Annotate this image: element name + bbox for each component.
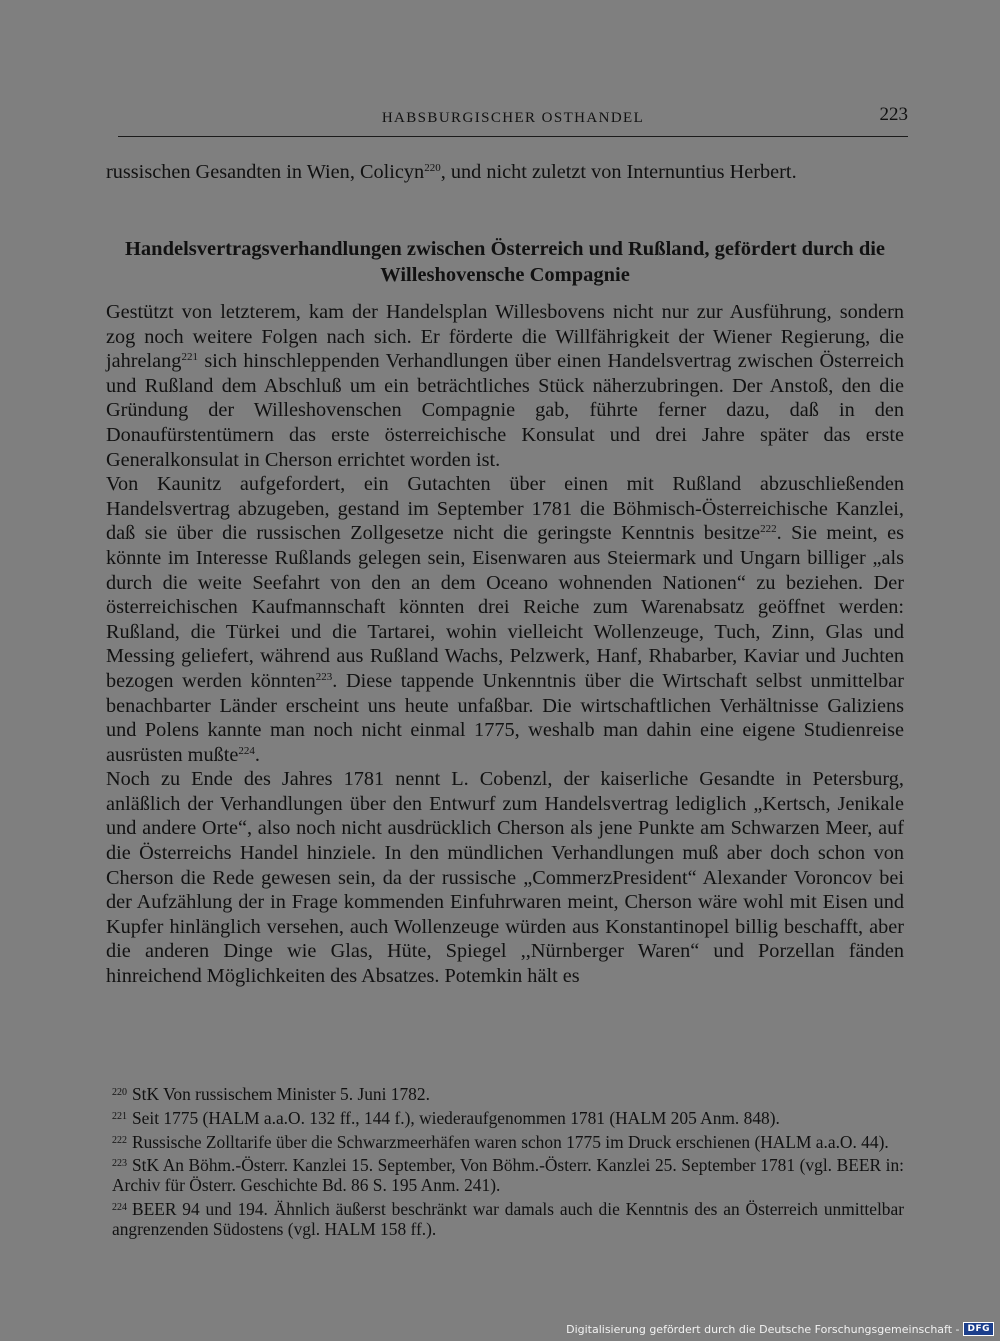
body-paragraph [106,472,904,767]
main-text [106,300,904,989]
footnote-ref: 222 [760,523,777,536]
body-paragraph [106,767,904,988]
paragraph-text: Noch zu Ende des Jahres 1781 nennt L. Cobenzl, der kaiserliche Gesandte in Petersburg, anläßlich der Verhandlungen über den Entwurf zum Handelsvertrag lediglich „Kertsch, Jenikale und andere Orte“, also noch nicht ausdrücklich Cherson als jene Punkte am Schwarzen Meer, auf die Österreichs Handel hinziele. In den mündlichen Verhandlungen muß aber doch schon von Cherson die Rede gewesen sein, da der russische „CommerzPresident“ Alexander Voroncov bei der Aufzählung der in Frage kommenden Einfuhrwaren meint, Cherson wäre wohl mit Eisen und Kupfer hinlänglich versehen, auch Wollenzeuge würden aus Konstantinopel billig beschafft, aber die anderen Dinge wie Glas, Hüte, Spiegel ,,Nürnberger Waren“ und Porzellan fänden hinreichend Möglichkeiten des Absatzes. Potemkin hält es [106,768,904,988]
intro-text: russischen Gesandten in Wien, Colicyn [106,161,425,183]
footnote-ref: 223 [315,670,333,683]
paragraph-text: . Sie meint, es könnte im Interesse Rußlands gelegen sein, Eisenwaren aus Steiermark und Ungarn billiger „als durch die weite Seefahrt von den an dem Oceano wohnenden Nationen“ zu beziehen. Der österreichischen Kaufmannschaft könnten drei Reiche zum Warenabsatz geöffnet werden: Rußland, die Türkei und die Tartarei, wohin vielleicht Wollenzeuge, Tuch, Zinn, Glas und Messing geliefert, während aus Rußland Wachs, Pelzwerk, Hanf, Rhabarber, Kaviar und Juchten bezogen werden könnten [106,522,904,692]
footnote-ref: 220 [424,162,441,174]
paragraph-text: . Diese tappende Unkenntnis über die Wirtschaft selbst unmittelbar benachbarter Länder erscheint uns heute unfaßbar. Die wirtschaftlichen Verhältnisse Galiziens und Polens kannte man noch nicht einmal 1775, weshalb man dahin eine eigene Studienreise ausrüsten mußte [106,669,904,766]
running-title: HABSBURGISCHER OSTHANDEL [381,110,645,126]
footnote-number: 224 [112,1201,127,1213]
paragraph-text: Gestützt von letzterem, kam der Handelsplan Willesbovens nicht nur zur Ausführung, sondern zog noch weitere Folgen nach sich. Er förderte die Willfährigkeit der Wiener Regierung, die jahrelang [106,301,904,373]
paragraph-text: Von Kaunitz aufgefordert, ein Gutachten über einen mit Rußland abzuschließenden Handelsvertrag abzugeben, gestand im September 1781 die Böhmisch-Österreichische Kanzlei, daß sie über die russischen Zollgesetze nicht die geringste Kenntnis besitze [106,473,904,545]
footnote-text: Seit 1775 (HALM a.a.O. 132 ff., 144 f.), wiederaufgenommen 1781 (HALM 205 Anm. 848). [132,1107,780,1128]
footnote-text: StK Von russischem Minister 5. Juni 1782. [132,1084,430,1104]
digitization-watermark [566,1322,994,1336]
footnote-ref: 224 [238,744,255,757]
footnote [112,1156,904,1196]
footnote-ref: 221 [181,351,198,364]
watermark-text: Digitalisierung gefördert durch die Deutsche Forschungsgemeinschaft - [566,1322,960,1336]
footnote [112,1085,904,1105]
intro-text: , und nicht zuletzt von Internuntius Herbert. [440,161,797,183]
footnote [112,1109,904,1129]
footnote-number: 222 [112,1134,127,1146]
footnotes [112,1085,904,1244]
footnote [112,1133,904,1153]
footnote-text: BEER 94 und 194. Ähnlich äußerst beschränkt war damals auch die Kenntnis des an Österreich unmittelbar angrenzenden Südostens (vgl. HALM 158 ff.). [112,1198,904,1239]
running-header [118,106,908,137]
body-paragraph [106,300,904,472]
paragraph-text: . [254,743,260,766]
dfg-logo: DFG [963,1322,994,1336]
page-number: 223 [879,104,908,125]
footnote-text: StK An Böhm.-Österr. Kanzlei 15. September, Von Böhm.-Österr. Kanzlei 25. September 1781 (vgl. BEER in: Archiv für Österr. Geschichte Bd. 86 S. 195 Anm. 241). [112,1155,904,1196]
footnote-number: 223 [112,1158,127,1170]
footnote-number: 221 [112,1110,127,1122]
footnote-number: 220 [112,1087,127,1098]
paragraph-text: sich hinschleppenden Verhandlungen über einen Handelsvertrag zwischen Österreich und Rußland dem Abschluß um ein beträchtliches Stück näherzubringen. Der Anstoß, den die Gründung der Willeshovenschen Compagnie gab, führte ferner dazu, daß in den Donaufürstentümern das erste österreichische Konsulat und drei Jahre später das erste Generalkonsulat in Cherson errichtet worden ist. [106,350,904,471]
footnote-text: Russische Zolltarife über die Schwarzmeerhäfen waren schon 1775 im Druck erschienen (HALM a.a.O. 44). [132,1131,889,1152]
section-heading: Handelsvertragsverhandlungen zwischen Österreich und Rußland, gefördert durch die Willeshovensche Compagnie [124,238,886,286]
footnote [112,1200,904,1240]
intro-paragraph [106,160,904,185]
